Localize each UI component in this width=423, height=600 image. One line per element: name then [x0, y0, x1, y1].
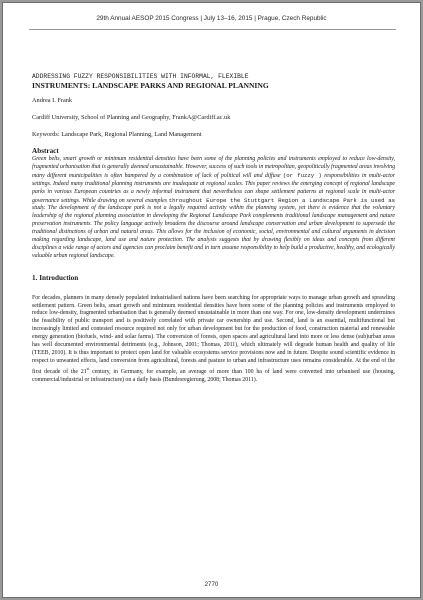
ordinal-superscript: st: [86, 366, 90, 372]
body-segment: For decades, planners in many densely populated industrialised nations have been searching for appropriate ways to manage urban growth and sprawling settlement pattern. Green belts, smart growth and minimum residential densities have been some of the planning policies and instruments employed to reduce low-density, fragmented urbanisation that is generally deemed unsustainable in more than one way. For one, low-density development undermines the feasibility of public transport and is positively correlated with private car ownership and use. Second, land is an essential, multifunctional but increasingly limited and contested resource required not only for urban development but for the production of food, construction material and renewable energy generation (biofuels, wind- and solar farms). The conversion of forests, open spaces and agricultural land into more or less dense (sub)urban areas has well documented environmental detriments (e.g., Johnson, 2001; Thomas, 2011), which ultimately will degrade human health and quality of life (TEEB, 2010). It is thus important to protect open land for valuable ecosystems service provisions now and in future. Despite sound scientific evidence in respect to unwanted effects, land conversion from agricultural, forests and pasture to urban and infrastructure uses remains considerable. At the end of the first decade of the 21: [32, 294, 395, 376]
document-page: [2, 2, 421, 598]
author-name: Andrea I. Frank: [32, 97, 73, 104]
page-number: 2770: [204, 581, 219, 588]
keywords: Keywords: Landscape Park, Regional Planning, Land Management: [32, 131, 202, 138]
author-affiliation: Cardiff University, School of Planning and Geography, FrankA@Cardiff.ac.uk: [32, 114, 231, 121]
introduction-paragraph: [32, 295, 395, 385]
abstract-heading: Abstract: [32, 147, 59, 155]
abstract-mono-segment: throughout Europe the Stuttgart Region a Landscape Park is used as: [168, 196, 395, 204]
abstract-segment: Green belts, smart growth or minimum residential densities have been some of the planning policies and instruments employed to reduce low-density, fragmented urbanisation that is generally deemed unsustainable. However, success of such tools in metropolitan, geopolitically fragmented areas involving many different municipalities is often hampered by a combination of lack of political will and diffuse: [32, 156, 395, 179]
abstract-text: [32, 156, 395, 261]
page-content: [32, 73, 395, 385]
abstract-segment: study. The development of the landscape park is not a legally required activity within the planning system, yet there is evidence that the voluntary leadership of the regional planning association in developing the Regional Landscape Park complements traditional landscape management and nature preservation instruments. The policy language actively broadens the discourse around landscape conservation and urban development to supersede the traditional distinctions of urban and natural areas. This allows for the inclusion of economic, social, environmental and cultural arguments in decision making regarding landscape, land use and nature protection. The analysis suggests that by drawing flexibly on ideas and concepts from different disciplines a wide range of actors and agencies can proclaim benefit and in turn assume responsibility to help build a productive, healthy, and ecologically valuable urban regional landscape.: [32, 205, 395, 259]
abstract-segment: responsibilities in multi-actor settings. Indeed many traditional planning instruments are inadequate at regional scales. This paper reviews the emerging concept of regional landscape parks in various European countries as a newly informal instrument that nevertheless can shape settlement patterns at regional scale in multi-actor governance settings. While drawing on several examples: [32, 172, 395, 204]
running-header: 29th Annual AESOP 2015 Congress | July 13–16, 2015 | Prague, Czech Republic: [96, 15, 327, 22]
paper-title-line-1: ADDRESSING FUZZY RESPONSIBILITIES WITH INFORMAL, FLEXIBLE: [32, 73, 249, 80]
paper-title-line-2: INSTRUMENTS: LANDSCAPE PARKS AND REGIONAL PLANNING: [32, 81, 269, 90]
body-segment: century, in Germany, for example, an average of more than 100 ha of land were converted into urbanised use (housing, commercial/industrial or infrastructure) on a daily basis (Bundesregierung, 2008; Thomas 2011).: [32, 369, 395, 384]
abstract-mono-segment: (or fuzzy ): [282, 171, 322, 179]
section-heading-introduction: 1. Introduction: [32, 273, 79, 282]
header-divider: [29, 29, 396, 30]
